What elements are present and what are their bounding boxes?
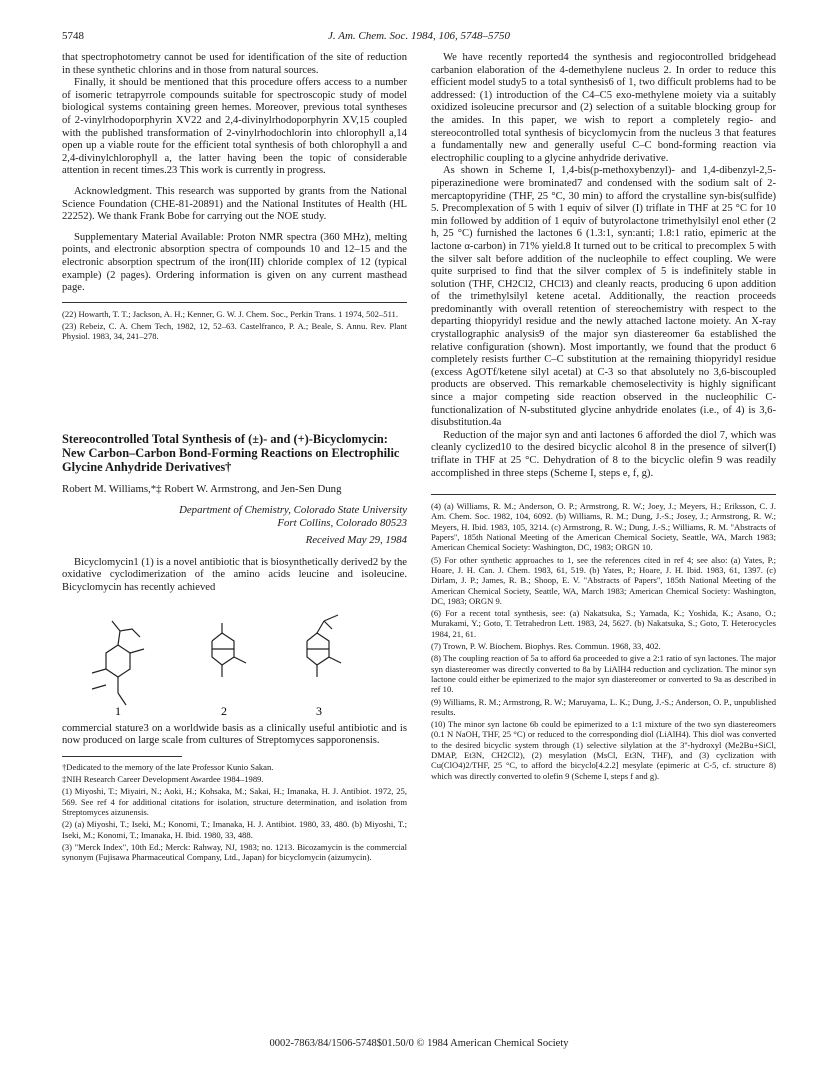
- affiliation-city: Fort Collins, Colorado 80523: [277, 516, 407, 529]
- received-date: Received May 29, 1984: [305, 533, 407, 546]
- reference: (4) (a) Williams, R. M.; Anderson, O. P.; Armstrong, R. W.; Joey, J.; Meyers, H.; Eriksson, C. J. Am. Chem. Soc. 1982, 104, 6092. (b) Williams, R. M.; Dung, J.-S.; Josey, J.; Armstrong, R. W.; Meyers, H. Ibid. 1983, 105, 3214. (c) Armstrong, R. W.; Dung, J.-S.; Williams, R. M. "Abstracts of Papers", 185th National Meeting of the American Chemical Society, Seattle, WA, March 1983; American Chemical Society: Washington, DC, 1983; ORGN 10.: [431, 501, 776, 553]
- paragraph: As shown in Scheme I, 1,4-bis(p-methoxybenzyl)- and 1,4-dibenzyl-2,5-piperazinedione were brominated7 and condensed with the sodium salt of 2-mercaptopyridine (THF, 25 °C, 30 min) to afford the crystalline syn-bis(sulfide) 5. Precomplexation of 5 with 1 equiv of silver (I) triflate in THF at 25 °C for 10 min followed by addition of 1 equiv of butyrolactone trimethylsilyl enol ether (2 h, 25 °C) furnished the lactones 6 (1.3:1, syn:anti; 1.8:1 ratio, epimeric at the lactone α-carbon) in 71% yield.8 It turned out to be critical to precomplex 5 with the silver salt before addition of the nucleophile to effect coupling. We were quite surprised to find that the silver complex of 5 is indefinitely stable in solution (THF, CH2Cl2, CHCl3) and cleanly reacts, producing 6 upon addition of the trimethylsilyl ketene acetal. Additionally, the reaction proceeds predominantly with overall retention of stereochemistry with respect to the departing thiopyridyl residue and the newly attached lactone moiety. An X-ray crystallographic analysis9 of the major syn diastereomer 6a established the relative configuration (shown). Most importantly, we found that the product 6 completely resists further C–C substitution at the remaining thiopyridyl residue (excess AgOTf/ketene silyl acetal) at C-3 so that absolutely no 3,6-biscoupled products are observed. This remarkable chemoselectivity is highly significant since a major competing side reaction observed in the nucleophilic C-functionalization of N-substituted glycine anhydride enolates (i.e., of 4) is 3,6-disubstitution.4a: [431, 165, 776, 429]
- reference: (22) Howarth, T. T.; Jackson, A. H.; Kenner, G. W. J. Chem. Soc., Perkin Trans. 1 1974, 502–511.: [62, 308, 398, 319]
- supplementary-material: Supplementary Material Available: Proton NMR spectra (360 MHz), melting points, and electronic absorption spectra of compounds 10 and 12–15 and the electronic absorption spectrum of the iron(III) chloride complex of 12 (typical example) (2 pages). Ordering information is given on any current masthead page.: [62, 231, 407, 294]
- page-number: 5748: [62, 30, 84, 42]
- footnote: (1) Miyoshi, T.; Miyairi, N.; Aoki, H.; Kohsaka, M.; Sakai, H.; Imanaka, H. J. Antibiot. 1972, 25, 569. See ref 4 for additional citations for isolation, structure determination, and isolation from Streptomyces aizunensis.: [62, 786, 407, 817]
- intro-paragraph: Bicyclomycin1 (1) is a novel antibiotic that is biosynthetically derived2 by the oxidative cyclodimerization of the amino acids leucine and isoleucine. Bicyclomycin has recently achieved: [62, 556, 407, 593]
- paragraph: Finally, it should be mentioned that this procedure offers access to a number of isomeric tetrapyrrole compounds suitable for spectroscopic study of model biological systems containing green hemes. Moreover, previous total syntheses of 2-vinylrhodoporphyrin XV22 and 2,4-divinylrhodoporphyrin XV,15 coupled with the published transformation of 2-vinylrhodochlorin into chlorophyll a,14 open up a viable route for the efficient total synthesis of both chlorophyll a and 2,4-divinylchlorophyll a, the latter having been the topic of considerable attention in recent times.23 This work is currently in progress.: [62, 77, 407, 177]
- footnote: †Dedicated to the memory of the late Professor Kunio Sakan.: [62, 761, 274, 772]
- reference: (5) For other synthetic approaches to 1, see the references cited in ref 4; see also: (a) Yates, P.; Hoare, J. H. Can. J. Chem. 1983, 61, 519. (b) Yates, P.; Hoare, J. H. Ibid. 1983, 61, 1397. (c) Dirlam, J. P.; James, R. B.; Shoop, E. V. "Abstracts of Papers", 185th National Meeting of the American Chemical Society, Seattle, WA, March 1983; American Chemical Society: Washington, DC, 1983; ORGN 9.: [431, 554, 776, 606]
- structure-label-1: 1: [115, 703, 121, 718]
- reference: (8) The coupling reaction of 5a to afford 6a proceeded to give a 2:1 ratio of syn lactones. The major syn diastereomer was directly converted to 8a by LiAlH4 reduction and cyclization. The minor syn lactone could either be epimerized to the major syn diastereomer or converted to 9a as described in ref 10.: [431, 653, 776, 695]
- left-column: [62, 52, 407, 864]
- divider: [431, 494, 776, 495]
- reference: (23) Rebeiz, C. A. Chem Tech, 1982, 12, 52–63. Castelfranco, P. A.; Beale, S. Annu. Rev. Plant Physiol. 1983, 34, 241–278.: [62, 320, 407, 342]
- authors: Robert M. Williams,*‡ Robert W. Armstrong, and Jen-Sen Dung: [62, 482, 342, 495]
- reference: (7) Trown, P. W. Biochem. Biophys. Res. Commun. 1968, 33, 402.: [431, 641, 661, 652]
- running-head: [62, 30, 776, 43]
- footnote-rule: [62, 756, 182, 757]
- paper-title: Stereocontrolled Total Synthesis of (±)- and (+)-Bicyclomycin: New Carbon–Carbon Bond-Forming Reactions on Electrophilic Glycine Anhydride Derivatives†: [62, 431, 400, 475]
- journal-citation: J. Am. Chem. Soc. 1984, 106, 5748–5750: [328, 30, 510, 42]
- affiliation: Department of Chemistry, Colorado State University: [179, 503, 407, 516]
- reference: (9) Williams, R. M.; Armstrong, R. W.; Maruyama, L. K.; Dung, J.-S.; Anderson, O. P., unpublished results.: [431, 696, 776, 717]
- footnote: ‡NIH Research Career Development Awardee 1984–1989.: [62, 774, 264, 785]
- paragraph: commercial stature3 on a worldwide basis as a clinically useful antibiotic and is now produced on large scale from cultures of Streptomyces sapporonensis.: [62, 722, 407, 747]
- paragraph: Reduction of the major syn and anti lactones 6 afforded the diol 7, which was cleanly cyclized10 to the desired bicyclic alcohol 8 in the presence of silver(I) triflate in THF at 25 °C. Dehydration of 8 to the bicyclic olefin 9 was readily accomplished in three steps (Scheme I, steps e, f, g).: [431, 429, 776, 479]
- reference: (10) The minor syn lactone 6b could be epimerized to a 1:1 mixture of the two syn diastereomers (0.1 N NaOH, THF, 25 °C) or reduced to the corresponding diol (LiAlH4). This diol was converted to the desired bicyclic system through (1) selective silylation at the 3''-hydroxyl (Me2Bu+SiCl, DMAP, Et3N, CH2Cl2), (2) mesylation (MsCl, Et3N, THF), and (3) cyclization with Cu(ClO4)2/THF, 25 °C, to afford the bicyclo[4.2.2] mesylate (epimeric at C-5, cf. structure 8) which was directly converted to olefin 9 (Scheme I, steps f and g).: [431, 719, 776, 781]
- footnote: (2) (a) Miyoshi, T.; Iseki, M.; Konomi, T.; Imanaka, H. J. Antibiot. 1980, 33, 480. (b) Miyoshi, T.; Iseki, M.; Konomi, T.; Imanaka, H. Ibid. 1980, 33, 488.: [62, 819, 407, 840]
- structure-label-3: 3: [316, 703, 322, 718]
- structures-svg: [62, 601, 407, 719]
- divider: [62, 302, 407, 303]
- reference: (6) For a recent total synthesis, see: (a) Nakatsuka, S.; Yamada, K.; Yoshida, K.; Asano, O.; Murakami, Y.; Goto, T. Tetrahedron Lett. 1983, 24, 5627. (b) Nakatsuka, S.; Goto, T. Heterocycles 1984, 21, 61.: [431, 608, 776, 639]
- chemical-structures: [62, 601, 407, 719]
- footnote: (3) "Merck Index", 10th Ed.; Merck: Rahway, NJ, 1983; no. 1213. Bicozamycin is the commercial synonym (Fujisawa Pharmaceutical Company, Ltd., Japan) for bicyclomycin (aizumycin).: [62, 841, 407, 863]
- paragraph: that spectrophotometry cannot be used for identification of the site of reduction in these synthetic chlorins and in those from natural sources.: [62, 52, 407, 76]
- acknowledgment: Acknowledgment. This research was supported by grants from the National Science Foundation (CHE-81-20891) and the National Institutes of Health (HL 22252). We thank Frank Bobe for carrying out the NOE study.: [62, 185, 407, 223]
- copyright-footer: 0002-7863/84/1506-5748$01.50/0 © 1984 American Chemical Society: [269, 1038, 569, 1049]
- right-column: [431, 52, 776, 864]
- journal-page: [62, 30, 776, 1050]
- structure-label-2: 2: [221, 703, 227, 718]
- paragraph: We have recently reported4 the synthesis and regiocontrolled bridgehead carbanion elaboration of the 4-demethylene nucleus 2. In order to reduce this efficient model study5 to a total synthesis6 of 1, two difficult problems had to be addressed: (1) introduction of the C4–C5 exo-methylene moiety via a suitably oxidized isoleucine precursor and (2) selection of a suitable blocking group for the amides. In this paper, we wish to report a completely regio- and stereocontrolled total synthesis of bicyclomycin from the nucleus 3 that features a fundamentally new and generally useful C–C bond-forming reaction via electrophilic coupling to a glycine anhydride derivative.: [431, 52, 776, 164]
